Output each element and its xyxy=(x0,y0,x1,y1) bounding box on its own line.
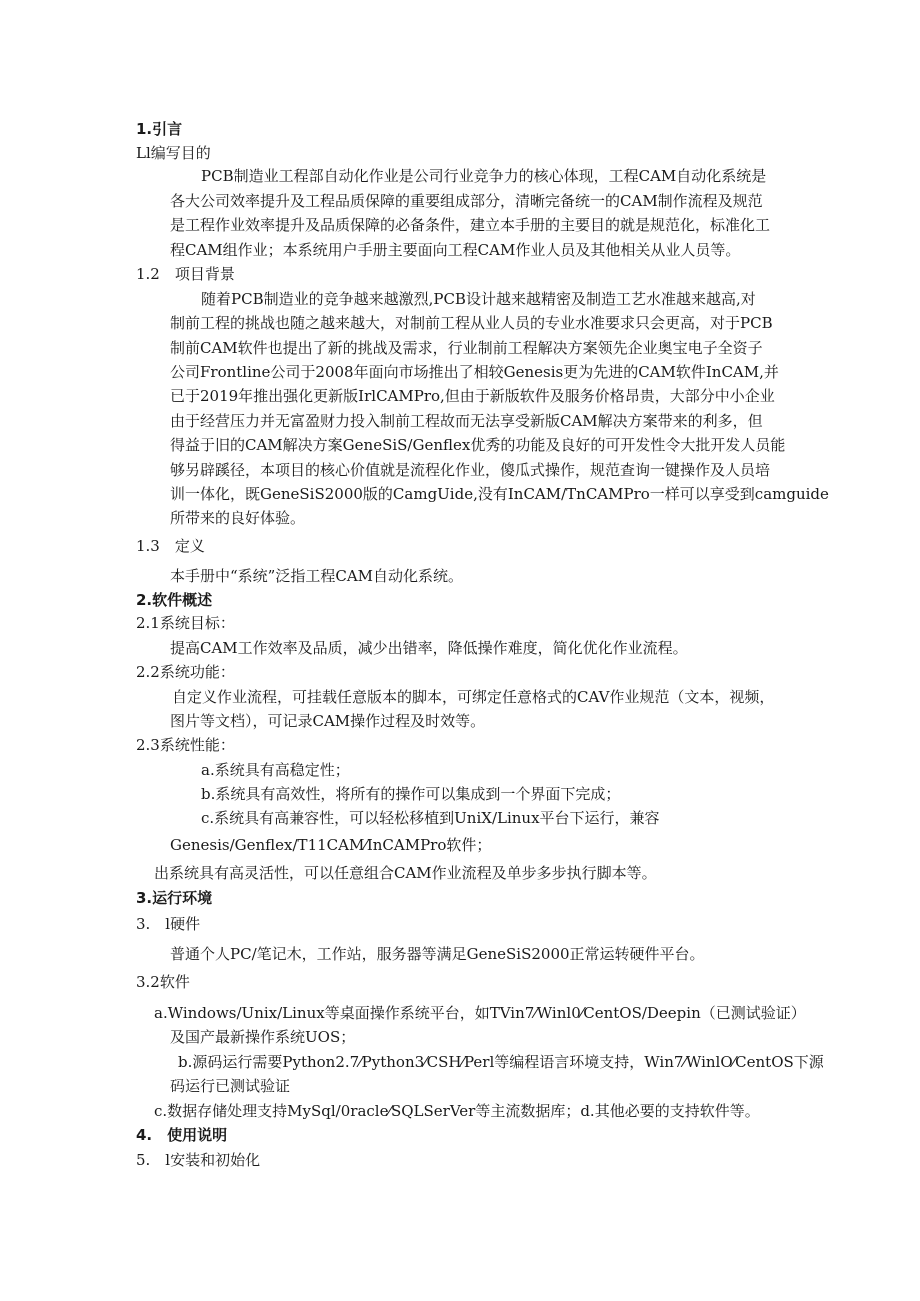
paragraph-line: 本手册中“系统”泛指工程CAM自动化系统。 xyxy=(170,567,464,585)
paragraph-line: 所带来的良好体验。 xyxy=(170,509,306,527)
section-5-title: 5. l安装和初始化 xyxy=(136,1151,261,1169)
paragraph-line: PCB制造业工程部自动化作业是公司行业竞争力的核心体现，工程CAM自动化系统是 xyxy=(201,167,767,185)
section-2-2-title: 2.2系统功能： xyxy=(136,663,235,681)
list-item: c.数据存储处理支持MySql/0racle⁄SQLSerVer等主流数据库；d.其他必要的支持软件等。 xyxy=(154,1102,760,1120)
paragraph-line: 制前CAM软件也提出了新的挑战及需求，行业制前工程解决方案领先企业奥宝电子全资子 xyxy=(170,339,763,357)
paragraph-line: 是工程作业效率提升及品质保障的必备条件，建立本手册的主要目的就是规范化，标准化工 xyxy=(170,216,771,234)
section-1-title: 1.引言 xyxy=(136,120,183,138)
paragraph-line: 制前工程的挑战也随之越来越大，对制前工程从业人员的专业水准要求只会更高，对于PCB xyxy=(170,314,773,332)
paragraph-line: 训一体化，既GeneSiS2000版的CamgUide,没有InCAM/TnCAMPro一样可以享受到camguide xyxy=(170,485,829,503)
paragraph-line: 公司Frontline公司于2008年面向市场推出了相较Genesis更为先进的CAM软件InCAM,并 xyxy=(170,363,779,381)
section-1-1-title: Ll编写目的 xyxy=(136,144,211,162)
paragraph-line: 程CAM组作业；本系统用户手册主要面向工程CAM作业人员及其他相关从业人员等。 xyxy=(170,241,741,259)
paragraph-line: 由于经营压力并无富盈财力投入制前工程故而无法享受新版CAM解决方案带来的利多，但 xyxy=(170,412,763,430)
section-3-2-title: 3.2软件 xyxy=(136,973,190,991)
list-item-continuation: 及国产最新操作系统UOS； xyxy=(170,1028,356,1046)
paragraph-line: 图片等文档），可记录CAM操作过程及时效等。 xyxy=(170,712,486,730)
list-item: a.Windows/Unix/Linux等桌面操作系统平台，如TVin7⁄Winl0⁄CentOS/Deepin（已测试验证） xyxy=(154,1004,806,1022)
section-4-title: 4. 使用说明 xyxy=(136,1126,228,1144)
paragraph-line: 普通个人PC/笔记木，工作站，服务器等满足GeneSiS2000正常运转硬件平台。 xyxy=(170,945,705,963)
section-3-title: 3.运行环境 xyxy=(136,889,213,907)
list-item: 出系统具有高灵活性，可以任意组合CAM作业流程及单步多步执行脚本等。 xyxy=(154,864,657,882)
list-item: c.系统具有高兼容性，可以轻松移植到UniX/Linux平台下运行，兼容 xyxy=(201,809,660,827)
paragraph-line: 随着PCB制造业的竞争越来越激烈,PCB设计越来越精密及制造工艺水准越来越高,对 xyxy=(201,290,756,308)
section-3-1-title: 3. l硬件 xyxy=(136,915,201,933)
list-item: a.系统具有高稳定性； xyxy=(201,761,350,779)
list-item-continuation: 码运行已测试验证 xyxy=(170,1077,291,1095)
list-item-continuation: Genesis/Genflex/T11CAM⁄InCAMPro软件； xyxy=(170,836,492,854)
section-1-2-title: 1.2 项目背景 xyxy=(136,265,235,283)
section-1-3-title: 1.3 定义 xyxy=(136,537,205,555)
paragraph-line: 提高CAM工作效率及品质，减少出错率，降低操作难度，简化优化作业流程。 xyxy=(170,639,688,657)
list-item: b.源码运行需要Python2.7⁄Python3⁄CSH⁄Perl等编程语言环境支持，Win7⁄WinlO⁄CentOS下源 xyxy=(178,1053,824,1071)
paragraph-line: 各大公司效率提升及工程品质保障的重要组成部分，清晰完备统一的CAM制作流程及规范 xyxy=(170,192,763,210)
section-2-title: 2.软件概述 xyxy=(136,591,213,609)
section-2-3-title: 2.3系统性能： xyxy=(136,736,235,754)
paragraph-line: 已于2019年推出强化更新版IrlCAMPro,但由于新版软件及服务价格昂贵，大部分中小企业 xyxy=(170,387,775,405)
paragraph-line: 得益于旧的CAM解决方案GeneSiS/Genflex优秀的功能及良好的可开发性令大批开发人员能 xyxy=(170,436,786,454)
paragraph-line: 自定义作业流程，可挂载任意版本的脚本，可绑定任意格式的CAV作业规范（文本，视频， xyxy=(172,688,775,706)
list-item: b.系统具有高效性，将所有的操作可以集成到一个界面下完成； xyxy=(201,785,621,803)
section-2-1-title: 2.1系统目标： xyxy=(136,614,235,632)
paragraph-line: 够另辟蹊径，本项目的核心价值就是流程化作业，傻瓜式操作，规范查询一键操作及人员培 xyxy=(170,461,771,479)
